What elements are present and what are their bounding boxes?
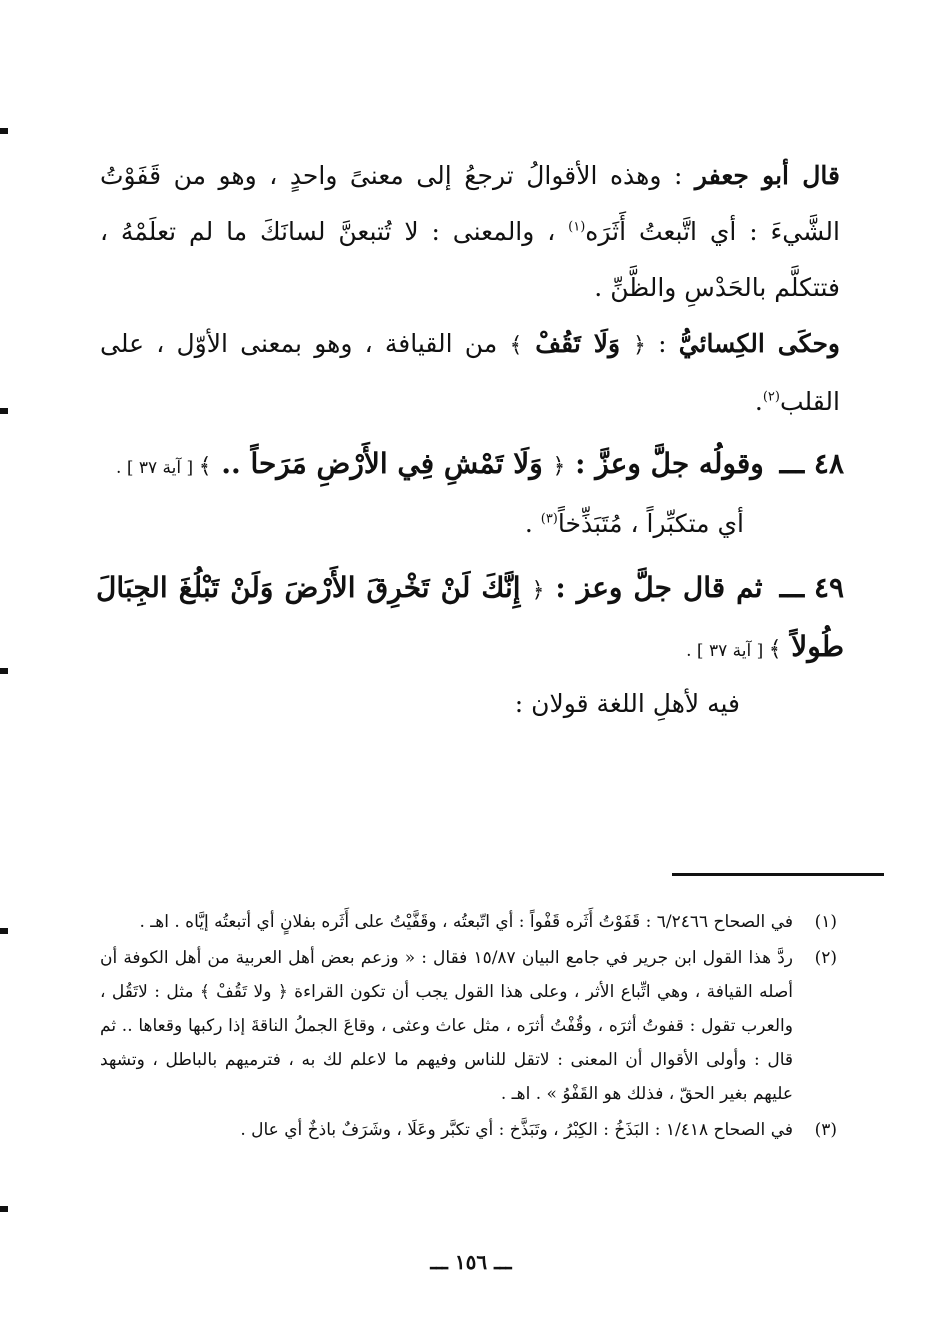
ayah-reference: [ آية ٣٧ ] . [116, 458, 199, 478]
ayah-reference: [ آية ٣٧ ] . [686, 641, 769, 661]
footnote-ref[interactable]: (١) [568, 219, 586, 235]
quran-quote: وَلَا تَمْشِ فِي الأَرْضِ مَرَحاً .. [211, 447, 553, 480]
footnote-text: في الصحاح ١/٤١٨ : البَذَخُ : الكِبْرُ ، وتَبَذَّخ : أي تكبَّر وعَلَا ، وشَرَفٌ باذخٌ أي عال . [240, 1120, 793, 1140]
footnote-number: (٣) [814, 1120, 837, 1140]
edge-mark [0, 928, 8, 934]
footnote-text: ردَّ هذا القول ابن جرير في جامع البيان ١٥/٨٧ فقال : « وزعم بعض أهل العربية من أهل الكوفة أن أصله القيافة ، وهي اتِّباع الأثر ، وعلى هذا القول يجب أن تكون القراءة ﴿ ولا تَقُفْ ﴾ مثل : لاتَقُل ، والعرب تقول : قفوتُ أثرَه ، وقُفْتُ أثرَه ، مثل عاث وعثى ، وقاعَ الجملُ الناقةَ إذا ركبها وقعاها .. ثم قال : وأولى الأقوال أن المعنى : لاتقل للناس وفيهم ما لاعلم لك به ، فترميهم بالباطل ، وتشهد عليهم بغير الحقّ ، فذلك هو القَفْوُ » . اهـ . [100, 948, 793, 1104]
paragraph-text: ، والمعنى : لا تُتبعنَّ لسانَكَ ما لم تعلَمْهُ ، فتتكلَّم بالحَدْسِ والظَّنِّ . [100, 217, 840, 302]
footnote-ref[interactable]: (٣) [540, 511, 558, 527]
ornate-bracket-open: ﴿ [633, 333, 646, 358]
ornate-bracket-close: ﴾ [509, 333, 523, 358]
paragraph-text: أي متكبِّراً ، مُتَبَذِّخاً [557, 509, 744, 538]
verse-48-section [96, 436, 844, 552]
paragraph-text: : [645, 329, 679, 358]
footnote-item [100, 1113, 845, 1147]
ornate-bracket-close: ﴾ [768, 637, 782, 662]
paragraph-abu-jafar [100, 148, 840, 316]
quran-quote: وَلَا تَقُفْ [522, 329, 634, 358]
entry-lead: وقولُه جلَّ وعزَّ : [565, 447, 774, 480]
footnote-separator [672, 873, 884, 876]
footnote-item [100, 941, 845, 1111]
paragraph-two-opinions [100, 676, 840, 732]
paragraph-kisai [100, 316, 840, 430]
footnotes [100, 905, 845, 1149]
speaker-name: وحكَى الكِسائيُّ [678, 329, 840, 358]
page-number: ـــ ١٥٦ ـــ [430, 1250, 512, 1274]
paragraph-text: فيه لأهلِ اللغة قولان : [514, 689, 740, 718]
entry-number: ٤٩ ـــ [779, 571, 845, 604]
ornate-bracket-open: ﴿ [531, 578, 545, 603]
speaker-name: قال أبو جعفر [694, 161, 840, 190]
ornate-bracket-open: ﴿ [552, 454, 566, 479]
footnote-item [100, 905, 845, 939]
paragraph-text: : وهذه الأقوالُ ترجعُ إلى معنىً واحدٍ ، وهو من قَفَوْتُ الشَّيءَ : أي اتَّبعتُ أَثَرَه [100, 161, 840, 246]
footnote-text: في الصحاح ٦/٢٤٦٦ : قَفَوْتُ أَثَره قَفْواً : أي اتّبعتُه ، وقَفَّيْتُ على أَثَره بفلانٍ أي أتبعتُه إيَّاه . اهـ . [139, 912, 793, 932]
ornate-bracket-close: ﴾ [198, 454, 212, 479]
verse-49-section [96, 560, 844, 679]
footnote-number: (١) [814, 912, 837, 932]
paragraph-text: من القيافة ، وهو بمعنى الأوّل ، على القلب [100, 329, 840, 416]
entry-number: ٤٨ ـــ [779, 447, 844, 480]
footnote-ref[interactable]: (٢) [762, 389, 780, 405]
edge-mark [0, 408, 8, 414]
footnote-number: (٢) [814, 948, 837, 968]
edge-mark [0, 668, 8, 674]
quran-quote: إِنَّكَ لَنْ تَخْرِقَ الأَرْضَ وَلَنْ تَبْلُغَ الجِبَالَ طُولاً [96, 571, 844, 663]
edge-mark [0, 1206, 8, 1212]
paragraph-text: . [524, 509, 541, 538]
edge-mark [0, 128, 8, 134]
entry-lead: ثم قال جلَّ وعز : [544, 571, 774, 604]
paragraph-text: . [754, 387, 763, 416]
